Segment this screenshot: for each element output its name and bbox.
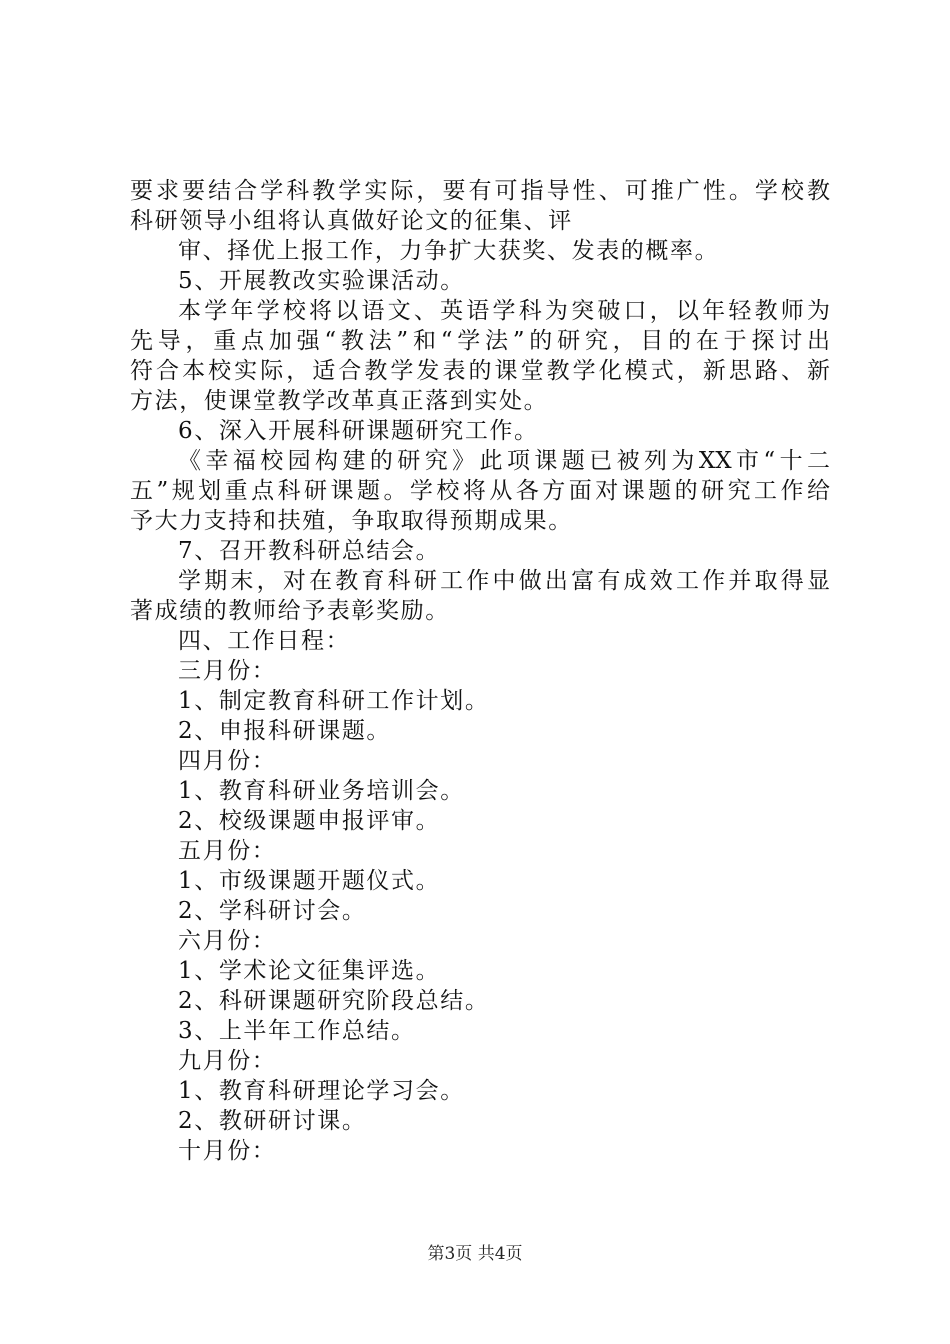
schedule-item: 2、科研课题研究阶段总结。 bbox=[178, 988, 490, 1014]
paragraph-line: 符合本校实际，适合教学发表的课堂教学化模式，新思路、新 bbox=[130, 358, 830, 384]
paragraph-line: 著成绩的教师给予表彰奖励。 bbox=[130, 598, 450, 624]
paragraph-line: 五”规划重点科研课题。学校将从各方面对课题的研究工作给 bbox=[130, 478, 830, 504]
schedule-item: 2、学科研讨会。 bbox=[178, 898, 367, 924]
month-heading: 六月份： bbox=[178, 928, 277, 954]
schedule-item: 2、校级课题申报评审。 bbox=[178, 808, 441, 834]
month-heading: 十月份： bbox=[178, 1138, 277, 1164]
schedule-item: 1、教育科研业务培训会。 bbox=[178, 778, 465, 804]
schedule-item: 2、申报科研课题。 bbox=[178, 718, 392, 744]
section-heading: 5、开展教改实验课活动。 bbox=[178, 268, 465, 294]
section-heading: 6、深入开展科研课题研究工作。 bbox=[178, 418, 539, 444]
paragraph-line: 予大力支持和扶殖，争取取得预期成果。 bbox=[130, 508, 573, 534]
schedule-item: 3、上半年工作总结。 bbox=[178, 1018, 416, 1044]
schedule-item: 1、教育科研理论学习会。 bbox=[178, 1078, 465, 1104]
page-number-footer: 第3页 共4页 bbox=[427, 1244, 523, 1264]
month-heading: 九月份： bbox=[178, 1048, 277, 1074]
month-heading: 五月份： bbox=[178, 838, 277, 864]
paragraph-line: 审、择优上报工作，力争扩大获奖、发表的概率。 bbox=[178, 238, 720, 264]
paragraph-line: 先导，重点加强“教法”和“学法”的研究，目的在于探讨出 bbox=[130, 328, 830, 354]
section-heading: 四、工作日程： bbox=[178, 628, 351, 654]
schedule-item: 1、市级课题开题仪式。 bbox=[178, 868, 441, 894]
document-body bbox=[130, 176, 830, 1166]
schedule-item: 1、制定教育科研工作计划。 bbox=[178, 688, 490, 714]
schedule-item: 1、学术论文征集评选。 bbox=[178, 958, 441, 984]
month-heading: 四月份： bbox=[178, 748, 277, 774]
month-heading: 三月份： bbox=[178, 658, 277, 684]
paragraph-line: 学期末，对在教育科研工作中做出富有成效工作并取得显 bbox=[178, 568, 830, 594]
paragraph-line: 科研领导小组将认真做好论文的征集、评 bbox=[130, 208, 573, 234]
paragraph-line: 《幸福校园构建的研究》此项课题已被列为XX市“十二 bbox=[178, 448, 830, 474]
paragraph-line: 本学年学校将以语文、英语学科为突破口，以年轻教师为 bbox=[178, 298, 830, 324]
paragraph-line: 方法，使课堂教学改革真正落到实处。 bbox=[130, 388, 549, 414]
section-heading: 7、召开教科研总结会。 bbox=[178, 538, 441, 564]
paragraph-line: 要求要结合学科教学实际，要有可指导性、可推广性。学校教 bbox=[130, 178, 830, 204]
schedule-item: 2、教研研讨课。 bbox=[178, 1108, 367, 1134]
